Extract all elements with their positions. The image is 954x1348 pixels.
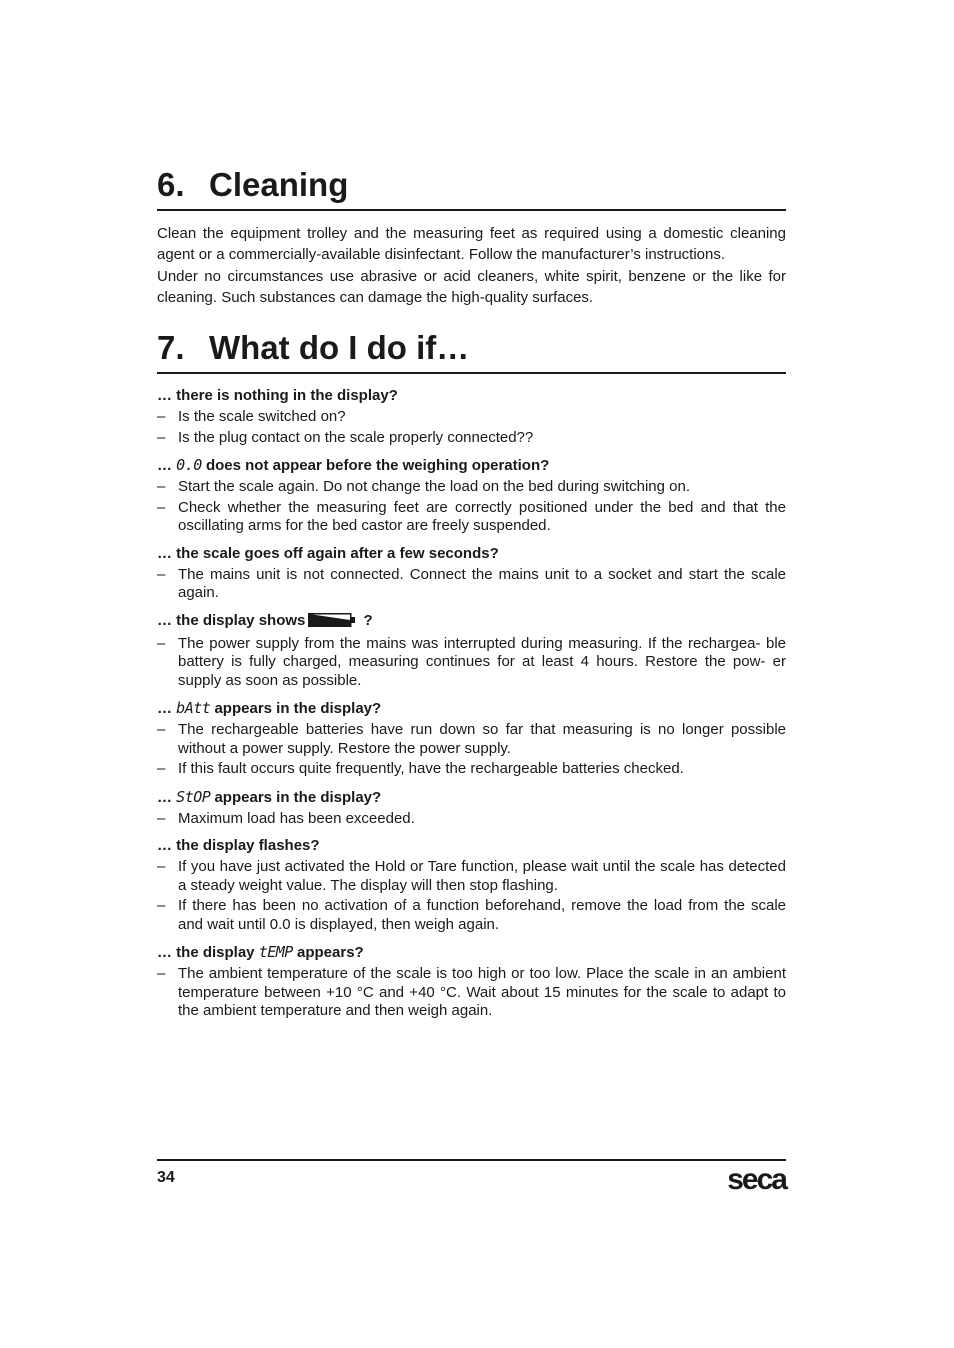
display-segment-text: 0.0 (176, 456, 202, 474)
faq-item (157, 942, 786, 1021)
faq-question (157, 386, 786, 406)
display-segment-text: StOP (176, 787, 211, 806)
heading-what-do-i-do-if (157, 328, 786, 374)
faq-answers (157, 965, 786, 1021)
question-text: … the display shows (157, 611, 306, 629)
heading-number: 6. (157, 166, 185, 203)
faq-answer: – If this fault occurs quite frequently, have the rechargeable batteries checked. (157, 760, 786, 779)
faq-answer: – The ambient temperature of the scale is too high or too low. Place the scale in an ambient temperature between +10 °C and +40 °C. Wait about 15 minutes for the scale to adapt to the ambient temperature and then weigh again. (157, 965, 786, 1021)
page-content (157, 165, 786, 1023)
faq-item (157, 698, 786, 779)
heading-number: 7. (157, 329, 185, 366)
cleaning-paragraph: Clean the equipment trolley and the measuring feet as required using a domestic cleaning agent or a commercially-available disinfectant. Follow the manufacturer’s instructions. (157, 225, 786, 263)
faq-item (157, 544, 786, 603)
faq-answer: – Is the plug contact on the scale properly connected?? (157, 429, 786, 448)
faq-item (157, 787, 786, 829)
display-segment-text: bAtt (176, 699, 211, 717)
faq-answer: – If there has been no activation of a function beforehand, remove the load from the scale and wait until 0.0 is displayed, then weigh again. (157, 897, 786, 934)
faq-answers (157, 858, 786, 934)
faq-answers (157, 721, 786, 779)
question-text: … (157, 788, 172, 806)
faq-question (157, 455, 786, 476)
question-text: appears in the display? (214, 788, 382, 806)
question-text: … there is nothing in the display? (157, 387, 398, 404)
faq-question (157, 942, 786, 963)
faq-answer: – The mains unit is not connected. Connect the mains unit to a socket and start the scale again. (157, 566, 786, 603)
page-footer (157, 1159, 786, 1201)
question-text: appears in the display? (214, 700, 382, 717)
question-text: does not appear before the weighing operation? (205, 457, 550, 474)
faq-answer: – The rechargeable batteries have run down so far that measuring is no longer possible without a power supply. Restore the power supply. (157, 721, 786, 758)
battery-low-icon (308, 613, 356, 633)
faq-answers (157, 635, 786, 691)
faq-question (157, 836, 786, 856)
faq-question (157, 698, 786, 719)
faq-question (157, 611, 786, 633)
page-number: 34 (157, 1169, 175, 1186)
cleaning-paragraph: Under no circumstances use abrasive or acid cleaners, white spirit, benzene or the like for cleaning. Such substances can damage the high-quality surfaces. (157, 268, 786, 306)
faq-item (157, 836, 786, 934)
faq-answers (157, 408, 786, 447)
question-text: ? (363, 611, 373, 629)
heading-title: What do I do if… (209, 329, 470, 366)
faq-answers (157, 810, 786, 829)
faq-answer: – Start the scale again. Do not change the load on the bed during switching on. (157, 478, 786, 497)
faq-answers (157, 478, 786, 536)
faq-answer: – The power supply from the mains was interrupted during measuring. If the rechargea- ble battery is fully charged, measuring continues for at least 4 hours. Restore the pow- er supply as soon as possible. (157, 635, 786, 691)
question-text: … (157, 700, 172, 717)
faq-answer: – Maximum load has been exceeded. (157, 810, 786, 829)
seca-logo: seca (727, 1163, 786, 1196)
question-text: … the display (157, 944, 255, 961)
question-text: appears? (297, 944, 364, 961)
faq-answer: – If you have just activated the Hold or Tare function, please wait until the scale has detected a steady weight value. The display will then stop flashing. (157, 858, 786, 895)
faq-question (157, 544, 786, 564)
faq-list (157, 386, 786, 1021)
heading-cleaning (157, 165, 786, 211)
faq-question (157, 787, 786, 808)
faq-answer: – Is the scale switched on? (157, 408, 786, 427)
faq-item (157, 611, 786, 691)
heading-title: Cleaning (209, 166, 349, 203)
faq-answer: – Check whether the measuring feet are correctly positioned under the bed and that the oscillating arms for the bed castor are freely suspended. (157, 499, 786, 536)
faq-item (157, 455, 786, 536)
question-text: … (157, 457, 172, 474)
display-segment-text: tEMP (258, 943, 293, 961)
faq-item (157, 386, 786, 447)
question-text: … the scale goes off again after a few seconds? (157, 544, 499, 562)
faq-answers (157, 566, 786, 603)
question-text: … the display flashes? (157, 837, 320, 854)
